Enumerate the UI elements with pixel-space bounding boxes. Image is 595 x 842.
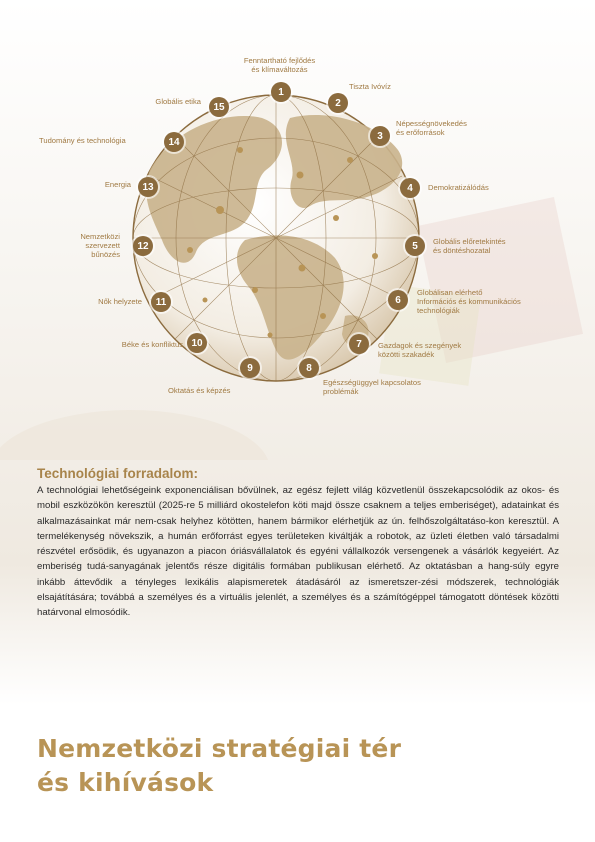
badge-6 xyxy=(388,290,408,310)
item-text-11: Nők helyzete xyxy=(98,297,142,306)
item-label-5 xyxy=(433,237,506,255)
badge-num-4: 4 xyxy=(407,182,413,194)
badge-num-6: 6 xyxy=(395,294,401,306)
body-paragraph: A technológiai lehetőségeink exponenciálisan bővülnek, az egész fejlett világ közvetlenül összekapcsolódik az okos- és mobil eszközökön keresztül (2025-re 5 milliárd okostelefon köti majd össze csaknem a teljes emberiséget), adatainkat és alkalmazásainkat már nem-csak helyhez kötötten, hanem bármikor elérhetjük az ún. felhőszolgáltatáso-kon keresztül. A termelékenység növekszik, a humán erőforrást egyes területeken kiváltják a robotok, az üzleti életben való társadalmi részvétel erősödik, és ugyanazon a piacon óriásvállalatok és egyéni vállalkozók versengenek a vásárlók kegyeiért. Az emberiség tudá-sanyagának jelentős része digitális formában publikusan elérhető. Az oktatásban a hang-súly egyre inkább áttevődik a tényleges lexikális alapismeretek átadásáról az ismeretszer-zési módszerek, technológiák elsajátítására; továbbá a személyes és a virtuális jelenlét, a személyes és a számítógéppel támogatott döntések közötti határvonal elmosódik. xyxy=(37,485,559,619)
item-label-9 xyxy=(168,386,230,395)
item-label-14 xyxy=(39,136,126,145)
item-text-3: Népességnövekedés és erőforrások xyxy=(396,119,467,137)
item-label-11 xyxy=(60,297,142,306)
badge-num-9: 9 xyxy=(247,362,253,374)
badge-num-5: 5 xyxy=(412,240,418,252)
item-label-13 xyxy=(50,180,131,189)
badge-num-3: 3 xyxy=(377,130,383,142)
badge-8 xyxy=(299,358,319,378)
badge-15 xyxy=(209,97,229,117)
badge-9 xyxy=(240,358,260,378)
badge-num-10: 10 xyxy=(191,337,203,349)
badge-1 xyxy=(271,82,291,102)
item-label-10 xyxy=(70,340,183,349)
item-text-9: Oktatás és képzés xyxy=(168,386,231,395)
badge-num-11: 11 xyxy=(155,296,167,308)
page-title xyxy=(37,732,537,800)
badge-num-14: 14 xyxy=(168,136,180,148)
item-text-5: Globális előretekintés és döntéshozatal xyxy=(433,237,506,255)
item-label-3 xyxy=(396,119,467,137)
item-label-7 xyxy=(378,341,461,359)
badge-14 xyxy=(164,132,184,152)
page-title-line-1: Nemzetközi stratégiai tér xyxy=(37,734,402,763)
badge-num-7: 7 xyxy=(356,338,362,350)
badge-num-12: 12 xyxy=(137,240,149,252)
item-text-2: Tiszta Ivóvíz xyxy=(349,82,391,91)
badge-3 xyxy=(370,126,390,146)
badge-num-13: 13 xyxy=(142,181,154,193)
item-label-15 xyxy=(112,97,201,106)
badge-13 xyxy=(138,177,158,197)
badge-num-15: 15 xyxy=(213,101,225,113)
item-label-2 xyxy=(349,82,391,91)
item-text-15: Globális etika xyxy=(155,97,201,106)
item-text-14: Tudomány és technológia xyxy=(39,136,126,145)
badge-num-8: 8 xyxy=(306,362,312,374)
item-text-4: Demokratizálódás xyxy=(428,183,489,192)
badge-7 xyxy=(349,334,369,354)
item-text-6: Globálisan elérhető Információs és kommunikációs technológiák xyxy=(417,288,521,315)
item-text-8: Egészségüggyel kapcsolatos problémák xyxy=(323,378,421,396)
badge-10 xyxy=(187,333,207,353)
item-text-12: Nemzetközi szervezett bűnözés xyxy=(80,232,120,259)
badge-5 xyxy=(405,236,425,256)
item-label-12 xyxy=(40,232,120,259)
item-text-7: Gazdagok és szegények közötti szakadék xyxy=(378,341,462,359)
badge-11 xyxy=(151,292,171,312)
badge-2 xyxy=(328,93,348,113)
badge-num-1: 1 xyxy=(278,86,284,98)
badge-num-2: 2 xyxy=(335,97,341,109)
item-label-1 xyxy=(222,56,337,74)
page-title-line-2: és kihívások xyxy=(37,768,214,797)
badge-4 xyxy=(400,178,420,198)
item-text-13: Energia xyxy=(104,180,131,189)
item-label-8 xyxy=(323,378,421,396)
item-text-10: Béke és konfliktus xyxy=(121,340,183,349)
item-label-4 xyxy=(428,183,489,192)
badge-12 xyxy=(133,236,153,256)
section-heading: Technológiai forradalom: xyxy=(37,466,199,481)
item-label-6 xyxy=(417,288,521,315)
item-text-1: Fenntartható fejlődés és klímaváltozás xyxy=(243,56,316,74)
